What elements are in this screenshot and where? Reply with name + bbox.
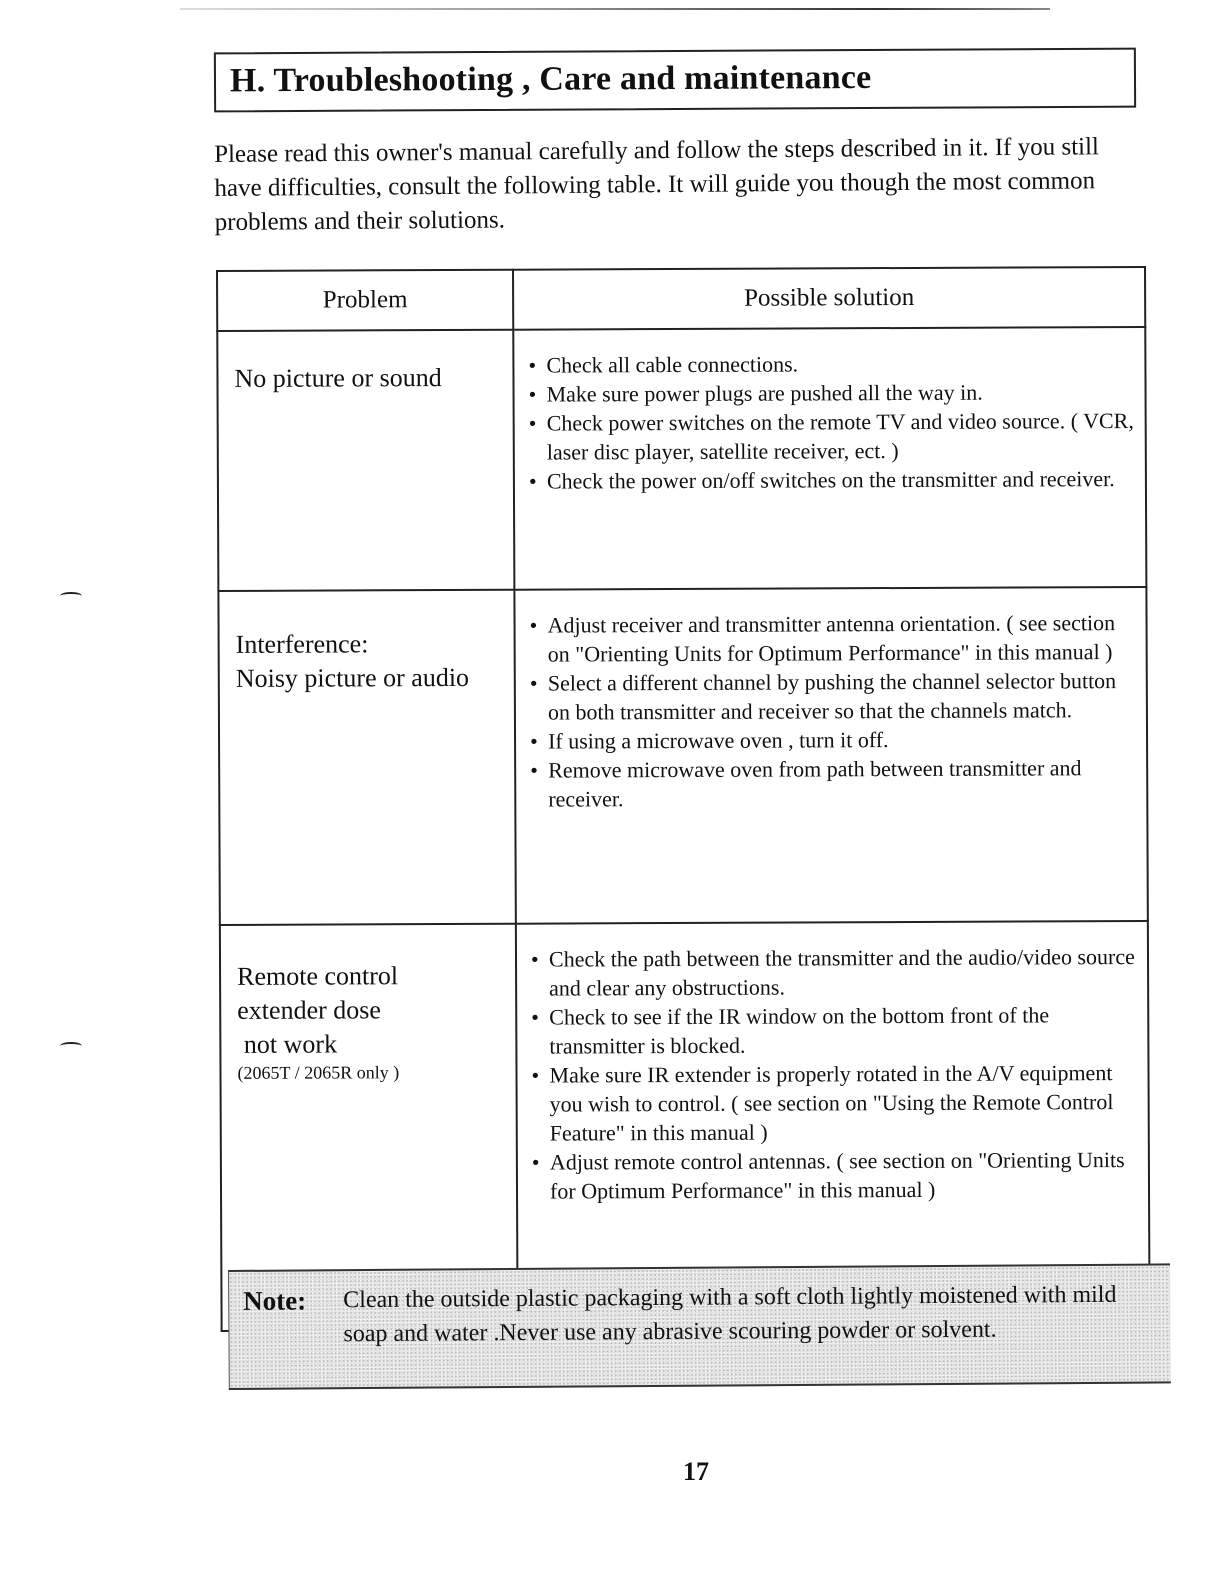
- scan-margin-mark: [60, 1042, 82, 1050]
- table-header-row: [217, 267, 1145, 331]
- troubleshooting-table: [216, 266, 1151, 1332]
- note-text: Clean the outside plastic packaging with a soft cloth lightly moistened with mild soap and water .Never use any abrasive scouring powder or solvent.: [343, 1281, 1117, 1348]
- problem-line: Interference:: [235, 629, 369, 659]
- intro-paragraph: [214, 130, 1135, 240]
- problem-line: Noisy picture or audio: [235, 662, 470, 693]
- solution-list: [529, 942, 1138, 1206]
- model-note: (2065T / 2065R only ): [237, 1062, 400, 1083]
- solution-cell: [513, 327, 1146, 590]
- scan-top-rule: [180, 8, 1050, 10]
- problem-line: Remote control: [237, 961, 399, 991]
- note-label: Note:: [243, 1285, 307, 1316]
- solution-list: [527, 608, 1136, 814]
- solution-item: • Make sure power plugs are pushed all the way in.: [526, 377, 1134, 409]
- table-row: [218, 587, 1147, 925]
- solution-list: [526, 348, 1135, 496]
- intro-text: Please read this owner's manual carefully and follow the steps described in it. If you still have difficulties, consult the following table. It will guide you though the most common problems and their solutions.: [214, 133, 1100, 236]
- solution-item: • Check the path between the transmitter and the audio/video source and clear any obstructions.: [529, 942, 1137, 1003]
- scan-margin-mark: [60, 592, 82, 600]
- problem-cell: [218, 590, 515, 925]
- solution-item: • Check the power on/off switches on the transmitter and receiver.: [527, 464, 1135, 496]
- page-number: 17: [683, 1457, 709, 1486]
- care-note-box: [228, 1263, 1171, 1390]
- solution-item: • Check power switches on the remote TV and video source. ( VCR, laser disc player, satellite receiver, ect. ): [527, 406, 1135, 467]
- section-title: H. Troubleshooting , Care and maintenance: [229, 58, 872, 100]
- solution-item: • Remove microwave oven from path between transmitter and receiver.: [528, 753, 1136, 814]
- solution-item: • Adjust remote control antennas. ( see section on "Orienting Units for Optimum Performance" in this manual ): [530, 1145, 1138, 1206]
- problem-line: No picture or sound: [234, 363, 442, 393]
- solution-item: • Make sure IR extender is properly rotated in the A/V equipment you wish to control. ( see section on "Using the Remote Control Feature" in this manual ): [529, 1058, 1137, 1148]
- solution-item: • Check to see if the IR window on the bottom front of the transmitter is blocked.: [529, 1000, 1137, 1061]
- solution-item: • Select a different channel by pushing the channel selector button on both transmitter and receiver so that the channels match.: [528, 666, 1136, 727]
- problem-line: not work: [237, 1029, 338, 1059]
- table-row: [217, 327, 1146, 591]
- problem-cell: [217, 330, 514, 591]
- header-problem: Problem: [217, 270, 513, 331]
- section-title-box: [214, 48, 1136, 113]
- header-solution: Possible solution: [513, 267, 1145, 330]
- solution-cell: [514, 587, 1147, 924]
- solution-item: • Adjust receiver and transmitter antenna orientation. ( see section on "Orienting Units for Optimum Performance" in this manual ): [527, 608, 1135, 669]
- solution-item: • If using a microwave oven , turn it off.: [528, 724, 1136, 756]
- solution-item: • Check all cable connections.: [526, 348, 1134, 380]
- problem-line: extender dose: [237, 995, 381, 1025]
